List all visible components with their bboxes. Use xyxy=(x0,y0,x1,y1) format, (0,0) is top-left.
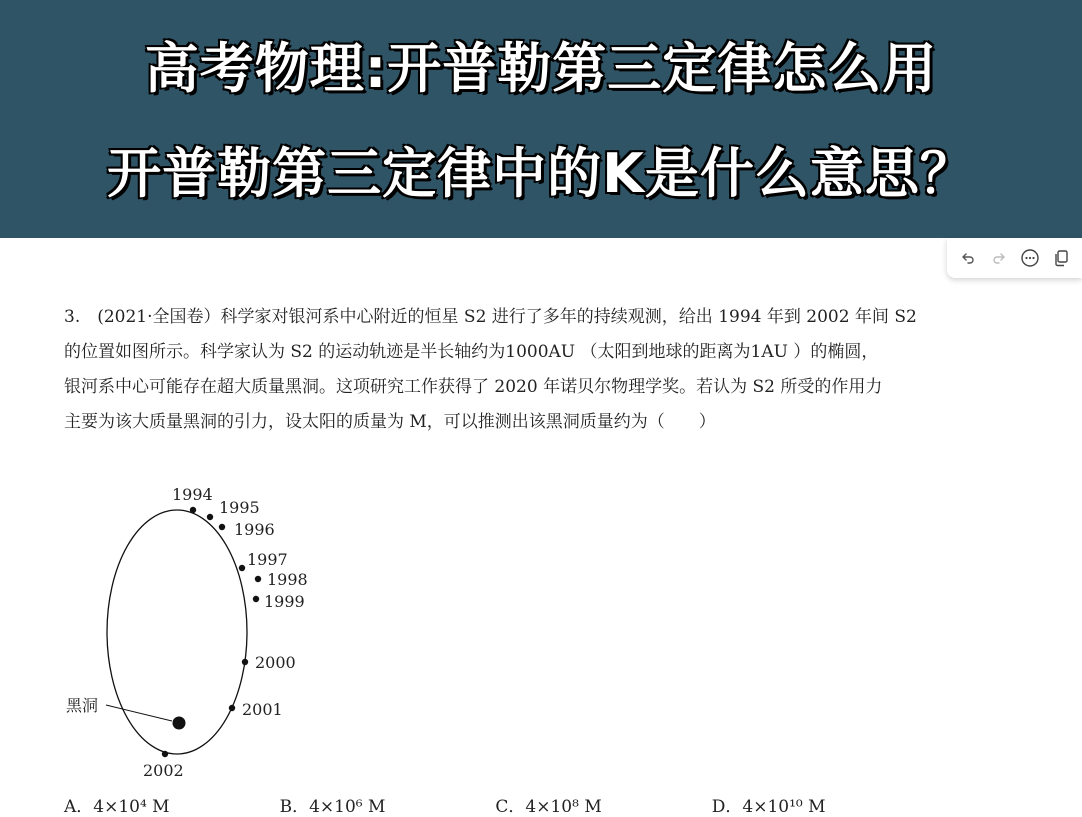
orbit-point-2001 xyxy=(229,705,235,711)
black-hole-dot xyxy=(173,717,186,730)
orbit-point-2002 xyxy=(162,751,168,757)
orbit-point-1994 xyxy=(190,507,196,513)
orbit-point-1998 xyxy=(255,576,261,582)
redo-icon[interactable] xyxy=(988,247,1010,269)
orbit-point-1999 xyxy=(253,596,259,602)
answer-options xyxy=(64,792,964,817)
title-banner xyxy=(0,0,1082,238)
year-label-2001: 2001 xyxy=(242,700,283,719)
question-line: 银河系中心可能存在超大质量黑洞。这项研究工作获得了 2020 年诺贝尔物理学奖。若认为 S2 所受的作用力 xyxy=(64,377,883,397)
question-text xyxy=(64,300,1044,440)
year-label-1996: 1996 xyxy=(234,520,275,539)
copy-icon[interactable] xyxy=(1050,247,1072,269)
undo-icon[interactable] xyxy=(957,247,979,269)
question-line: 的位置如图所示。科学家认为 S2 的运动轨迹是半长轴约为1000AU （太阳到地球的距离为1AU ）的椭圆， xyxy=(64,342,879,362)
question-line: 主要为该大质量黑洞的引力，设太阳的质量为 M，可以推测出该黑洞质量约为（ ） xyxy=(64,412,716,432)
orbit-diagram xyxy=(0,478,360,788)
floating-toolbar xyxy=(947,238,1082,278)
year-label-2000: 2000 xyxy=(255,653,296,672)
more-icon[interactable] xyxy=(1019,247,1041,269)
option-d[interactable]: D．4×10¹⁰ M xyxy=(711,797,826,817)
option-b[interactable]: B．4×10⁶ M xyxy=(279,797,386,817)
orbit-point-1996 xyxy=(219,524,225,530)
year-label-1998: 1998 xyxy=(267,570,308,589)
orbit-point-2000 xyxy=(242,659,248,665)
year-label-1999: 1999 xyxy=(264,592,305,611)
orbit-point-1997 xyxy=(239,565,245,571)
banner-title-line-1: 高考物理:开普勒第三定律怎么用 xyxy=(144,37,938,100)
year-label-2002: 2002 xyxy=(143,761,184,780)
option-a[interactable]: A．4×10⁴ M xyxy=(64,797,170,817)
black-hole-label: 黑洞 xyxy=(66,696,99,715)
question-line: 3. (2021·全国卷）科学家对银河系中心附近的恒星 S2 进行了多年的持续观测，给出 1994 年到 2002 年间 S2 xyxy=(64,307,917,327)
option-c[interactable]: C．4×10⁸ M xyxy=(495,797,602,817)
black-hole-pointer xyxy=(106,705,172,721)
year-label-1997: 1997 xyxy=(247,550,288,569)
banner-title-line-2: 开普勒第三定律中的K是什么意思？ xyxy=(107,142,975,205)
year-label-1994: 1994 xyxy=(172,485,213,504)
year-label-1995: 1995 xyxy=(219,498,260,517)
orbit-point-1995 xyxy=(207,514,213,520)
